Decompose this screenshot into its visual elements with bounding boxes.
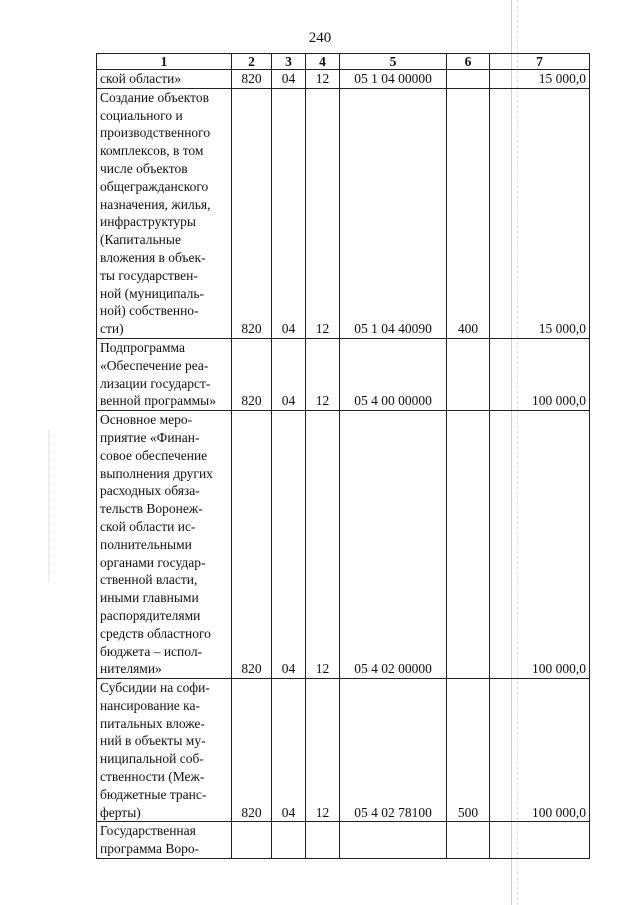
expense-type-cell: 400 <box>447 88 490 338</box>
column-header: 2 <box>232 54 272 70</box>
column-header: 4 <box>306 54 340 70</box>
ministry-code-cell: 820 <box>232 679 272 822</box>
expense-type-cell <box>447 822 490 859</box>
subsection-code-cell <box>306 822 340 859</box>
row-name-cell: Создание объектов социального и производственного комплексов, в том числе объектов общегражданского назначения, жилья, инфраструктуры (Капитальные вложения в объек- ты государствен- ной (муниципаль- ной) собственно- сти) <box>97 88 232 338</box>
target-article-cell: 05 1 04 40090 <box>340 88 447 338</box>
column-header: 5 <box>340 54 447 70</box>
ministry-code-cell <box>232 822 272 859</box>
amount-cell: 15 000,0 <box>490 70 590 89</box>
ministry-code-cell: 820 <box>232 88 272 338</box>
target-article-cell <box>340 822 447 859</box>
target-article-cell: 05 1 04 00000 <box>340 70 447 89</box>
table-row <box>97 88 590 338</box>
amount-cell: 100 000,0 <box>490 338 590 410</box>
table-row <box>97 822 590 859</box>
subsection-code-cell: 12 <box>306 338 340 410</box>
table-row <box>97 338 590 410</box>
ministry-code-cell: 820 <box>232 70 272 89</box>
column-header: 3 <box>272 54 306 70</box>
amount-cell <box>490 822 590 859</box>
table-header-row <box>97 54 590 70</box>
subsection-code-cell: 12 <box>306 679 340 822</box>
budget-table <box>96 53 590 859</box>
column-header: 7 <box>490 54 590 70</box>
row-name-cell: Подпрограмма «Обеспечение реа- лизации государст- венной программы» <box>97 338 232 410</box>
subsection-code-cell: 12 <box>306 411 340 679</box>
table-row <box>97 679 590 822</box>
amount-cell: 100 000,0 <box>490 411 590 679</box>
section-code-cell: 04 <box>272 338 306 410</box>
expense-type-cell <box>447 338 490 410</box>
row-name-cell: ской области» <box>97 70 232 89</box>
scan-side-mark <box>48 430 49 580</box>
target-article-cell: 05 4 02 78100 <box>340 679 447 822</box>
ministry-code-cell: 820 <box>232 411 272 679</box>
row-name-cell: Основное меро- приятие «Финан- совое обеспечение выполнения других расходных обяза- тельств Воронеж- ской области ис- полнительными органами государ- ственной власти, иными главными распорядителями средств областного бюджета – испол- нителями» <box>97 411 232 679</box>
column-header: 1 <box>97 54 232 70</box>
page-number: 240 <box>308 30 332 46</box>
section-code-cell: 04 <box>272 679 306 822</box>
section-code-cell <box>272 822 306 859</box>
row-name-cell: Государственная программа Воро- <box>97 822 232 859</box>
subsection-code-cell: 12 <box>306 70 340 89</box>
row-name-cell: Субсидии на софи- нансирование ка- питальных вложе- ний в объекты му- ниципальной соб- ственности (Меж- бюджетные транс- ферты) <box>97 679 232 822</box>
expense-type-cell <box>447 411 490 679</box>
section-code-cell: 04 <box>272 88 306 338</box>
table-row <box>97 411 590 679</box>
section-code-cell: 04 <box>272 70 306 89</box>
expense-type-cell <box>447 70 490 89</box>
ministry-code-cell: 820 <box>232 338 272 410</box>
table-row <box>97 70 590 89</box>
column-header: 6 <box>447 54 490 70</box>
subsection-code-cell: 12 <box>306 88 340 338</box>
amount-cell: 100 000,0 <box>490 679 590 822</box>
section-code-cell: 04 <box>272 411 306 679</box>
target-article-cell: 05 4 00 00000 <box>340 338 447 410</box>
target-article-cell: 05 4 02 00000 <box>340 411 447 679</box>
amount-cell: 15 000,0 <box>490 88 590 338</box>
expense-type-cell: 500 <box>447 679 490 822</box>
